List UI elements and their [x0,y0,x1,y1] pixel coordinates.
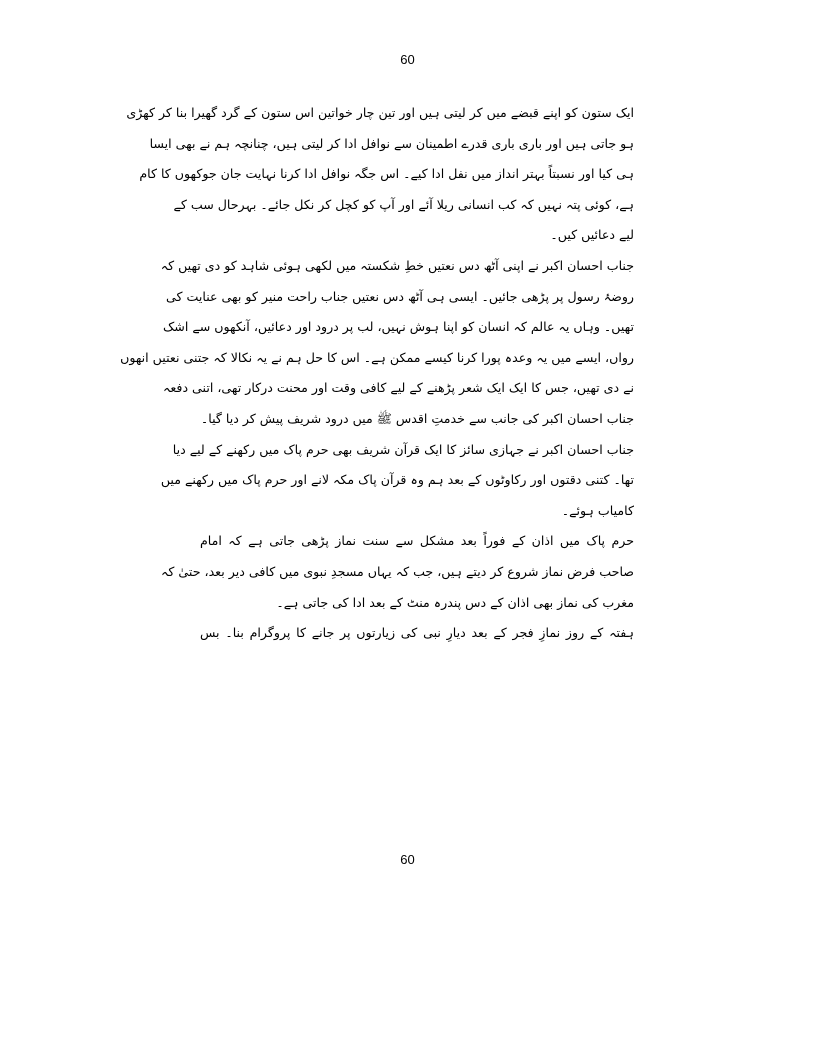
text-line: ہی کیا اور نسبتاً بہتر انداز میں نفل ادا کیے۔ اس جگہ نوافل ادا کرنا نہایت جان جوکھوں کا کام [139,166,634,182]
text-line: روضۂ رسول پر پڑھی جائیں۔ ایسی ہی آٹھ دس نعتیں جناب راحت منیر کو بھی عنایت کی [166,288,634,304]
text-line: ہے، کوئی پتہ نہیں کہ کب انسانی ریلا آئے اور آپ کو کچل کر نکل جائے۔ بہرحال سب کے [173,196,634,212]
document-body [120,98,634,649]
paragraph-5 [200,618,634,649]
text-line: کامیاب ہوئے۔ [561,502,634,518]
page-number-bottom: 60 [400,852,415,867]
text-line: جناب احسان اکبر نے اپنی آٹھ دس نعتیں خطِ شکستہ میں لکھی ہوئی شاہد کو دی تھیں کہ [160,257,634,273]
page-number-top: 60 [400,52,415,67]
text-line: لیے دعائیں کیں۔ [550,227,634,243]
paragraph-4 [161,526,634,618]
text-line: نے دی تھیں، جس کا ایک ایک شعر پڑھنے کے لیے کافی وقت اور محنت درکار تھی، اتنی دفعہ [162,380,634,396]
text-line: ایک ستون کو اپنے قبضے میں کر لیتی ہیں اور تین چار خواتین اس ستون کے گرد گھیرا بنا کر کھڑی [126,105,634,120]
text-line: تھیں۔ وہاں یہ عالم کہ انسان کو اپنا ہوش نہیں، لب پر درود اور دعائیں، آنکھوں سے اشک [163,319,634,335]
text-line: ہفتہ کے روز نمازِ فجر کے بعد دیارِ نبی کی زیارتوں پر جانے کا پروگرام بنا۔ بس [200,625,634,641]
text-line: تھا۔ کتنی دقتوں اور رکاوٹوں کے بعد ہم وہ قرآن پاک مکہ لانے اور حرم پاک میں رکھنے میں [160,472,634,488]
paragraph-3 [160,435,634,527]
text-line: رواں، ایسے میں یہ وعدہ پورا کرنا کیسے ممکن ہے۔ اس کا حل ہم نے یہ نکالا کہ جتنی نعتیں انھوں [120,349,634,365]
paragraph-1 [126,98,634,251]
text-line: حرم پاک میں اذان کے فوراً بعد مشکل سے سنت نماز پڑھی جاتی ہے کہ امام [200,533,634,549]
text-line: جناب احسان اکبر نے جہازی سائز کا ایک قرآن شریف بھی حرم پاک میں رکھنے کے لیے دیا [172,441,634,457]
paragraph-2 [120,251,634,435]
text-line: مغرب کی نماز بھی اذان کے دس پندرہ منٹ کے بعد ادا کی جاتی ہے۔ [276,594,634,610]
text-line: صاحب فرض نماز شروع کر دیتے ہیں، جب کہ یہاں مسجدِ نبوی میں کافی دیر بعد، حتیٰ کہ [161,563,634,579]
text-line: ہو جاتی ہیں اور باری باری قدرے اطمینان سے نوافل ادا کر لیتی ہیں، چنانچہ ہم نے بھی ایسا [149,135,634,151]
text-line: جناب احسان اکبر کی جانب سے خدمتِ اقدس ﷺ میں درود شریف پیش کر دیا گیا۔ [200,410,634,426]
